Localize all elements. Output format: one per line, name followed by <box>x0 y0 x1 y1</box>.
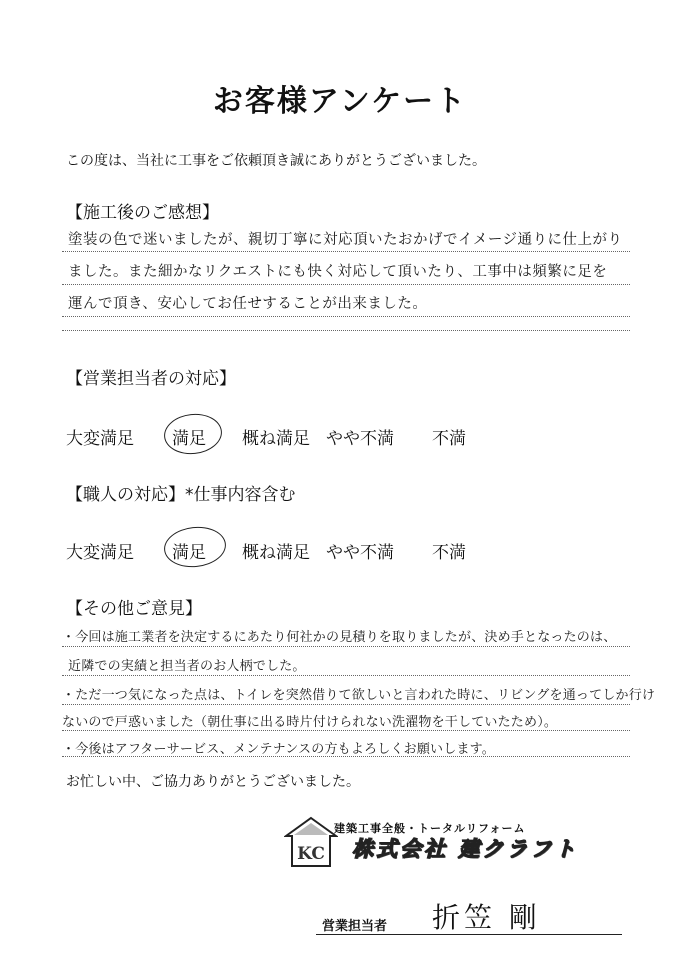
dotted-rule <box>62 330 630 331</box>
impressions-line: 運んで頂き、安心してお任せすることが出来ました。 <box>68 296 428 312</box>
dotted-rule <box>62 316 630 317</box>
craftsman-heading-note: *仕事内容含む <box>185 485 296 505</box>
sales-option-mostly-satisfied: 概ね満足 <box>242 429 310 449</box>
dotted-rule <box>62 704 630 705</box>
company-logo-icon <box>284 816 338 870</box>
dotted-rule <box>62 756 630 757</box>
dotted-rule <box>62 251 630 252</box>
company-subtitle: 建築工事全般・トータルリフォーム <box>334 822 526 835</box>
impressions-line: ました。また細かなリクエストにも快く対応して頂いたり、工事中は頻繁に足を <box>68 264 608 280</box>
page-title: お客様アンケート <box>212 84 468 119</box>
craftsman-heading-text: 【職人の対応】 <box>66 485 185 505</box>
opinion-line: ないので戸惑いました（朝仕事に出る時片付けられない洗濯物を干していたため）。 <box>62 715 558 730</box>
dotted-rule <box>62 675 630 676</box>
sales-option-dissatisfied: 不満 <box>432 429 466 449</box>
impressions-line: 塗装の色で迷いましたが、親切丁寧に対応頂いたおかげでイメージ通りに仕上がり <box>68 232 623 248</box>
craftsman-option-mostly-satisfied: 概ね満足 <box>242 543 310 563</box>
opinion-line: ・今後はアフターサービス、メンテナンスの方もよろしくお願いします。 <box>62 742 496 757</box>
opinion-line: ・今回は施工業者を決定するにあたり何社かの見積りを取りましたが、決め手となったのは、 <box>62 630 617 645</box>
opinion-line: 近隣での実績と担当者のお人柄でした。 <box>68 659 306 674</box>
craftsman-option-dissatisfied: 不満 <box>432 543 466 563</box>
staff-signature: 折笠 剛 <box>432 901 541 934</box>
signature-line <box>316 934 622 935</box>
dotted-rule <box>62 284 630 285</box>
craftsman-option-slightly-dissatisfied: やや不満 <box>326 543 394 563</box>
closing-text: お忙しい中、ご協力ありがとうございました。 <box>66 774 360 790</box>
staff-label: 営業担当者 <box>322 919 388 934</box>
craftsman-option-satisfied: 満足 <box>172 543 206 563</box>
company-logo-letters: KC <box>297 844 325 864</box>
intro-text: この度は、当社に工事をご依頼頂き誠にありがとうございました。 <box>66 153 486 169</box>
impressions-heading: 【施工後のご感想】 <box>66 203 219 223</box>
sales-response-heading: 【営業担当者の対応】 <box>66 369 236 389</box>
dotted-rule <box>62 730 630 731</box>
dotted-rule <box>62 646 630 647</box>
sales-option-slightly-dissatisfied: やや不満 <box>326 429 394 449</box>
other-opinions-heading: 【その他ご意見】 <box>66 599 202 619</box>
sales-option-satisfied: 満足 <box>172 429 206 449</box>
craftsman-response-heading <box>66 480 296 505</box>
craftsman-option-very-satisfied: 大変満足 <box>66 543 134 563</box>
opinion-line: ・ただ一つ気になった点は、トイレを突然借りて欲しいと言われた時に、リビングを通ってしか行け <box>62 688 656 703</box>
sales-option-very-satisfied: 大変満足 <box>66 429 134 449</box>
company-name: 株式会社 建クラフト <box>352 837 579 861</box>
